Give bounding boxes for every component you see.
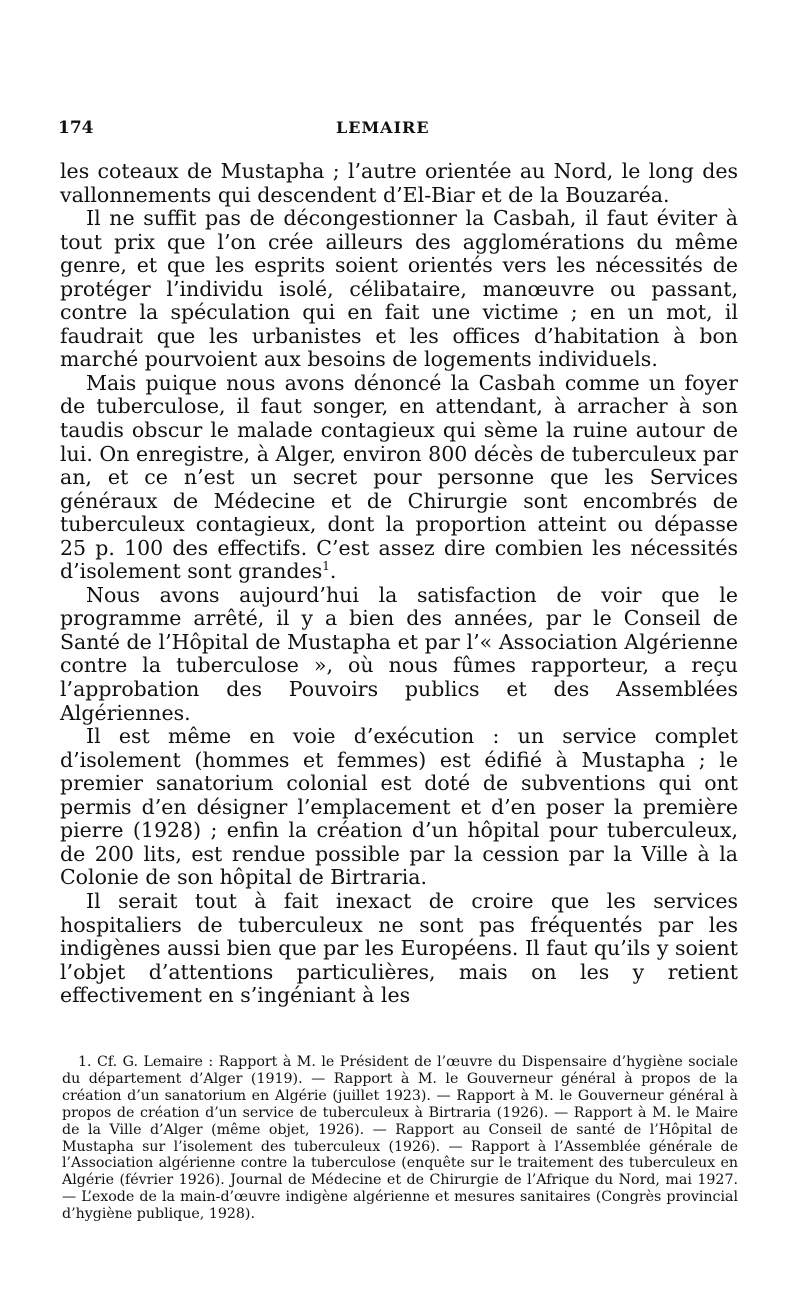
footnote-marker: 1 (322, 559, 330, 574)
paragraph-3 (60, 372, 738, 584)
running-head: LEMAIRE (336, 118, 430, 137)
paragraph-5: Il est même en voie d’exécution : un service complet d’isolement (hommes et femmes) est édifié à Mustapha ; le premier sanatorium colonial est doté de subventions qui ont permis d’en désigner l’emplacement et d’en poser la première pierre (1928) ; enfin la création d’un hôpital pour tuberculeux, de 200 lits, est rendue possible par la cession par la Ville à la Colonie de son hôpital de Birtraria. (60, 724, 738, 890)
page-number: 174 (58, 118, 94, 138)
paragraph-4: Nous avons aujourd’hui la satisfaction de voir que le programme arrêté, il y a bien des années, par le Conseil de Santé de l’Hôpital de Mustapha et par l’« Association Algérienne contre la tuberculose », où nous fûmes rapporteur, a reçu l’approbation des Pouvoirs publics et des Assemblées Algériennes. (60, 582, 738, 725)
paragraph-6: Il serait tout à fait inexact de croire que les services hospitaliers de tuberculeux ne sont pas fréquentés par les indigènes aussi bien que par les Européens. Il faut qu’ils y soient l’objet d’attentions particulières, mais on les y retient effectivement en s’ingéniant à les (60, 888, 738, 1008)
paragraph-1: les coteaux de Mustapha ; l’autre orientée au Nord, le long des vallonnements qui descendent d’El-Biar et de la Bouzaréa. (60, 159, 738, 207)
body-text (60, 160, 738, 1008)
paragraph-3-text: Mais puique nous avons dénoncé la Casbah comme un foyer de tuberculose, il faut songer, en attendant, à arracher à son taudis obscur le malade contagieux qui sème la ruine autour de lui. On enregistre, à Alger, environ 800 décès de tuberculeux par an, et ce n’est un secret pour personne que les Services généraux de Médecine et de Chirurgie sont encombrés de tuberculeux contagieux, dont la proportion atteint ou dépasse 25 p. 100 des effectifs. C’est assez dire combien les nécessités d’isolement sont grandes (60, 370, 738, 584)
paragraph-2: Il ne suffit pas de décongestionner la Casbah, il faut éviter à tout prix que l’on crée ailleurs des agglomérations du même genre, et que les esprits soient orientés vers les nécessités de protéger l’individu isolé, célibataire, manœuvre ou passant, contre la spéculation qui en fait une victime ; en un mot, il faudrait que les urbanistes et les offices d’habitation à bon marché pourvoient aux besoins de logements individuels. (60, 206, 738, 372)
footnotes (62, 1054, 738, 1223)
page-header (58, 118, 738, 144)
footnote-1: 1. Cf. G. Lemaire : Rapport à M. le Président de l’œuvre du Dispensaire d’hygiène sociale du département d’Alger (1919). — Rapport à M. le Gouverneur général à propos de la création d’un sanatorium en Algérie (juillet 1923). — Rapport à M. le Gouverneur général à propos de création d’un service de tuberculeux à Birtraria (1926). — Rapport à M. le Maire de la Ville d’Alger (même objet, 1926). — Rapport au Conseil de santé de l’Hôpital de Mustapha sur l’isolement des tuberculeux (1926). — Rapport à l’Assemblée générale de l’Association algérienne contre la tuberculose (enquête sur le traitement des tuberculeux en Algérie (février 1926). Journal de Médecine et de Chirurgie de l’Afrique du Nord, mai 1927. — L’exode de la main-d’œuvre indigène algérienne et mesures sanitaires (Congrès provincial d’hygiène publique, 1928). (62, 1054, 738, 1223)
paragraph-3-period: . (329, 559, 337, 584)
